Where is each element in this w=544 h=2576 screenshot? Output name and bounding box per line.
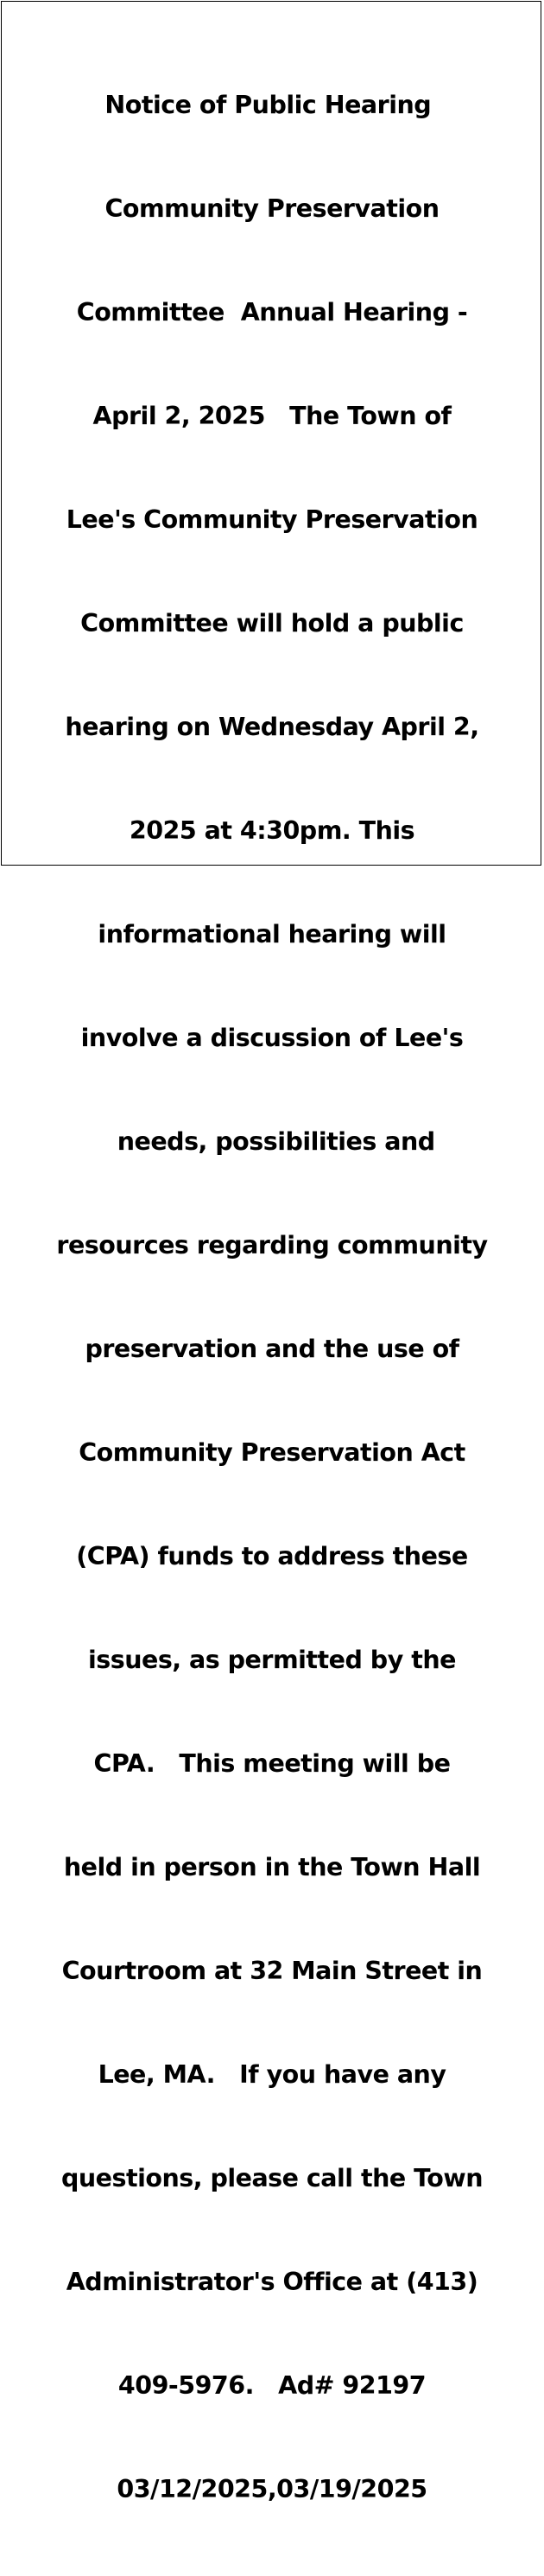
notice-text-line: Administrator's Office at (413) — [66, 2268, 478, 2296]
publication-dates-line: 03/12/2025,03/19/2025 — [117, 2475, 427, 2503]
notice-text-line: Committee Annual Hearing - — [76, 298, 468, 327]
notice-text-line: preservation and the use of — [85, 1335, 459, 1363]
notice-text-line: Lee, MA. If you have any — [98, 2060, 446, 2089]
notice-text-line: issues, as permitted by the — [88, 1646, 456, 1674]
notice-text-line: Lee's Community Preservation — [66, 505, 478, 534]
notice-title-line: Notice of Public Hearing — [104, 91, 440, 119]
notice-text-line: Community Preservation Act — [79, 1438, 465, 1467]
notice-text-line: Courtroom at 32 Main Street in — [61, 1957, 483, 1985]
notice-text-line: informational hearing will — [98, 920, 446, 949]
notice-text-line: April 2, 2025 The Town of — [92, 402, 452, 430]
notice-text-line: involve a discussion of Lee's — [80, 1024, 464, 1052]
notice-text-line: hearing on Wednesday April 2, — [65, 713, 479, 741]
notice-text-line: CPA. This meeting will be — [93, 1749, 451, 1778]
notice-text-line: questions, please call the Town — [60, 2164, 483, 2192]
notice-text-line: held in person in the Town Hall — [63, 1853, 481, 1881]
notice-text-line: resources regarding community — [56, 1231, 488, 1259]
public-notice-ad — [1, 1, 541, 2503]
notice-text-line: (CPA) funds to address these — [76, 1542, 468, 1570]
notice-text-line: needs, possibilities and — [109, 1127, 435, 1156]
notice-title-line: Community Preservation — [104, 194, 440, 223]
notice-text-line: 2025 at 4:30pm. This — [129, 816, 415, 845]
notice-text — [2, 19, 542, 2576]
ad-number-line: 409-5976. Ad# 92197 — [117, 2371, 427, 2400]
notice-text-line: Committee will hold a public — [80, 609, 464, 638]
